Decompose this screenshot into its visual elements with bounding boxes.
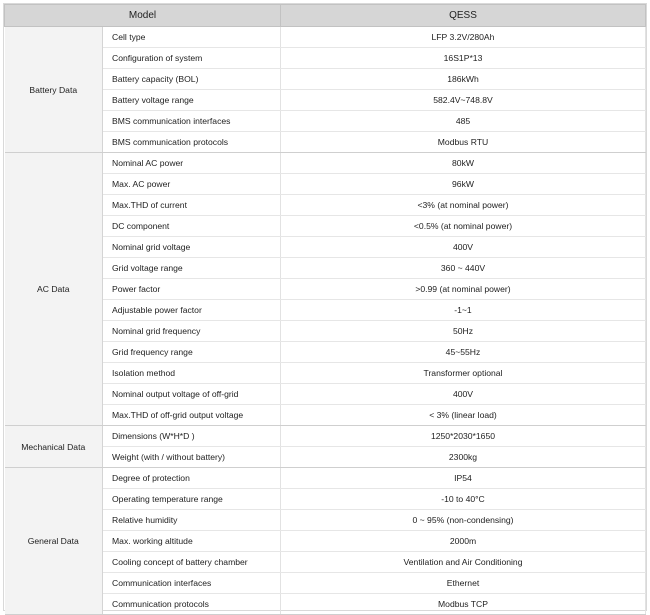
parameter-name: Adjustable power factor xyxy=(103,300,281,321)
parameter-value: 400V xyxy=(281,384,646,405)
parameter-name: Battery voltage range xyxy=(103,90,281,111)
table-header-row xyxy=(5,5,646,27)
parameter-name: Nominal grid voltage xyxy=(103,237,281,258)
spec-table xyxy=(4,4,646,615)
parameter-name: Communication interfaces xyxy=(103,573,281,594)
parameter-value: Ventilation and Air Conditioning xyxy=(281,552,646,573)
parameter-value: 50Hz xyxy=(281,321,646,342)
parameter-value: 45~55Hz xyxy=(281,342,646,363)
parameter-value: 0 ~ 95% (non-condensing) xyxy=(281,510,646,531)
parameter-name: Grid voltage range xyxy=(103,258,281,279)
parameter-value: >0.99 (at nominal power) xyxy=(281,279,646,300)
parameter-value: <3% (at nominal power) xyxy=(281,195,646,216)
parameter-value: 400V xyxy=(281,237,646,258)
parameter-value: 485 xyxy=(281,111,646,132)
parameter-name: DC component xyxy=(103,216,281,237)
parameter-name: BMS communication protocols xyxy=(103,132,281,153)
parameter-value: 80kW xyxy=(281,153,646,174)
parameter-name: Nominal grid frequency xyxy=(103,321,281,342)
parameter-value: Modbus RTU xyxy=(281,132,646,153)
parameter-value: 582.4V~748.8V xyxy=(281,90,646,111)
parameter-name: Grid frequency range xyxy=(103,342,281,363)
parameter-value: 1250*2030*1650 xyxy=(281,426,646,447)
spec-table-frame xyxy=(3,3,647,611)
parameter-name: Dimensions (W*H*D ) xyxy=(103,426,281,447)
parameter-name: Nominal AC power xyxy=(103,153,281,174)
parameter-name: Max. AC power xyxy=(103,174,281,195)
parameter-value: LFP 3.2V/280Ah xyxy=(281,27,646,48)
parameter-name: Communication protocols xyxy=(103,594,281,615)
parameter-name: Battery capacity (BOL) xyxy=(103,69,281,90)
table-row xyxy=(5,468,646,489)
parameter-value: 186kWh xyxy=(281,69,646,90)
section-label: Mechanical Data xyxy=(5,426,103,468)
parameter-name: Isolation method xyxy=(103,363,281,384)
table-row xyxy=(5,153,646,174)
parameter-name: Degree of protection xyxy=(103,468,281,489)
parameter-name: Nominal output voltage of off-grid xyxy=(103,384,281,405)
parameter-name: Operating temperature range xyxy=(103,489,281,510)
parameter-name: Configuration of system xyxy=(103,48,281,69)
model-header: Model xyxy=(5,5,281,27)
parameter-value: < 3% (linear load) xyxy=(281,405,646,426)
parameter-value: Modbus TCP xyxy=(281,594,646,615)
table-row xyxy=(5,27,646,48)
parameter-value: IP54 xyxy=(281,468,646,489)
parameter-name: Max. working altitude xyxy=(103,531,281,552)
parameter-name: Max.THD of off-grid output voltage xyxy=(103,405,281,426)
table-row xyxy=(5,426,646,447)
parameter-name: Weight (with / without battery) xyxy=(103,447,281,468)
parameter-name: Power factor xyxy=(103,279,281,300)
parameter-value: -10 to 40°C xyxy=(281,489,646,510)
parameter-value: -1~1 xyxy=(281,300,646,321)
parameter-value: 96kW xyxy=(281,174,646,195)
parameter-value: Transformer optional xyxy=(281,363,646,384)
parameter-name: Cooling concept of battery chamber xyxy=(103,552,281,573)
parameter-name: Max.THD of current xyxy=(103,195,281,216)
model-value-header: QESS xyxy=(281,5,646,27)
parameter-name: Relative humidity xyxy=(103,510,281,531)
parameter-value: 2000m xyxy=(281,531,646,552)
section-label: General Data xyxy=(5,468,103,615)
parameter-name: BMS communication interfaces xyxy=(103,111,281,132)
parameter-value: <0.5% (at nominal power) xyxy=(281,216,646,237)
parameter-value: Ethernet xyxy=(281,573,646,594)
parameter-value: 360 ~ 440V xyxy=(281,258,646,279)
spec-table-body xyxy=(5,27,646,615)
section-label: AC Data xyxy=(5,153,103,426)
parameter-value: 16S1P*13 xyxy=(281,48,646,69)
parameter-name: Cell type xyxy=(103,27,281,48)
parameter-value: 2300kg xyxy=(281,447,646,468)
section-label: Battery Data xyxy=(5,27,103,153)
